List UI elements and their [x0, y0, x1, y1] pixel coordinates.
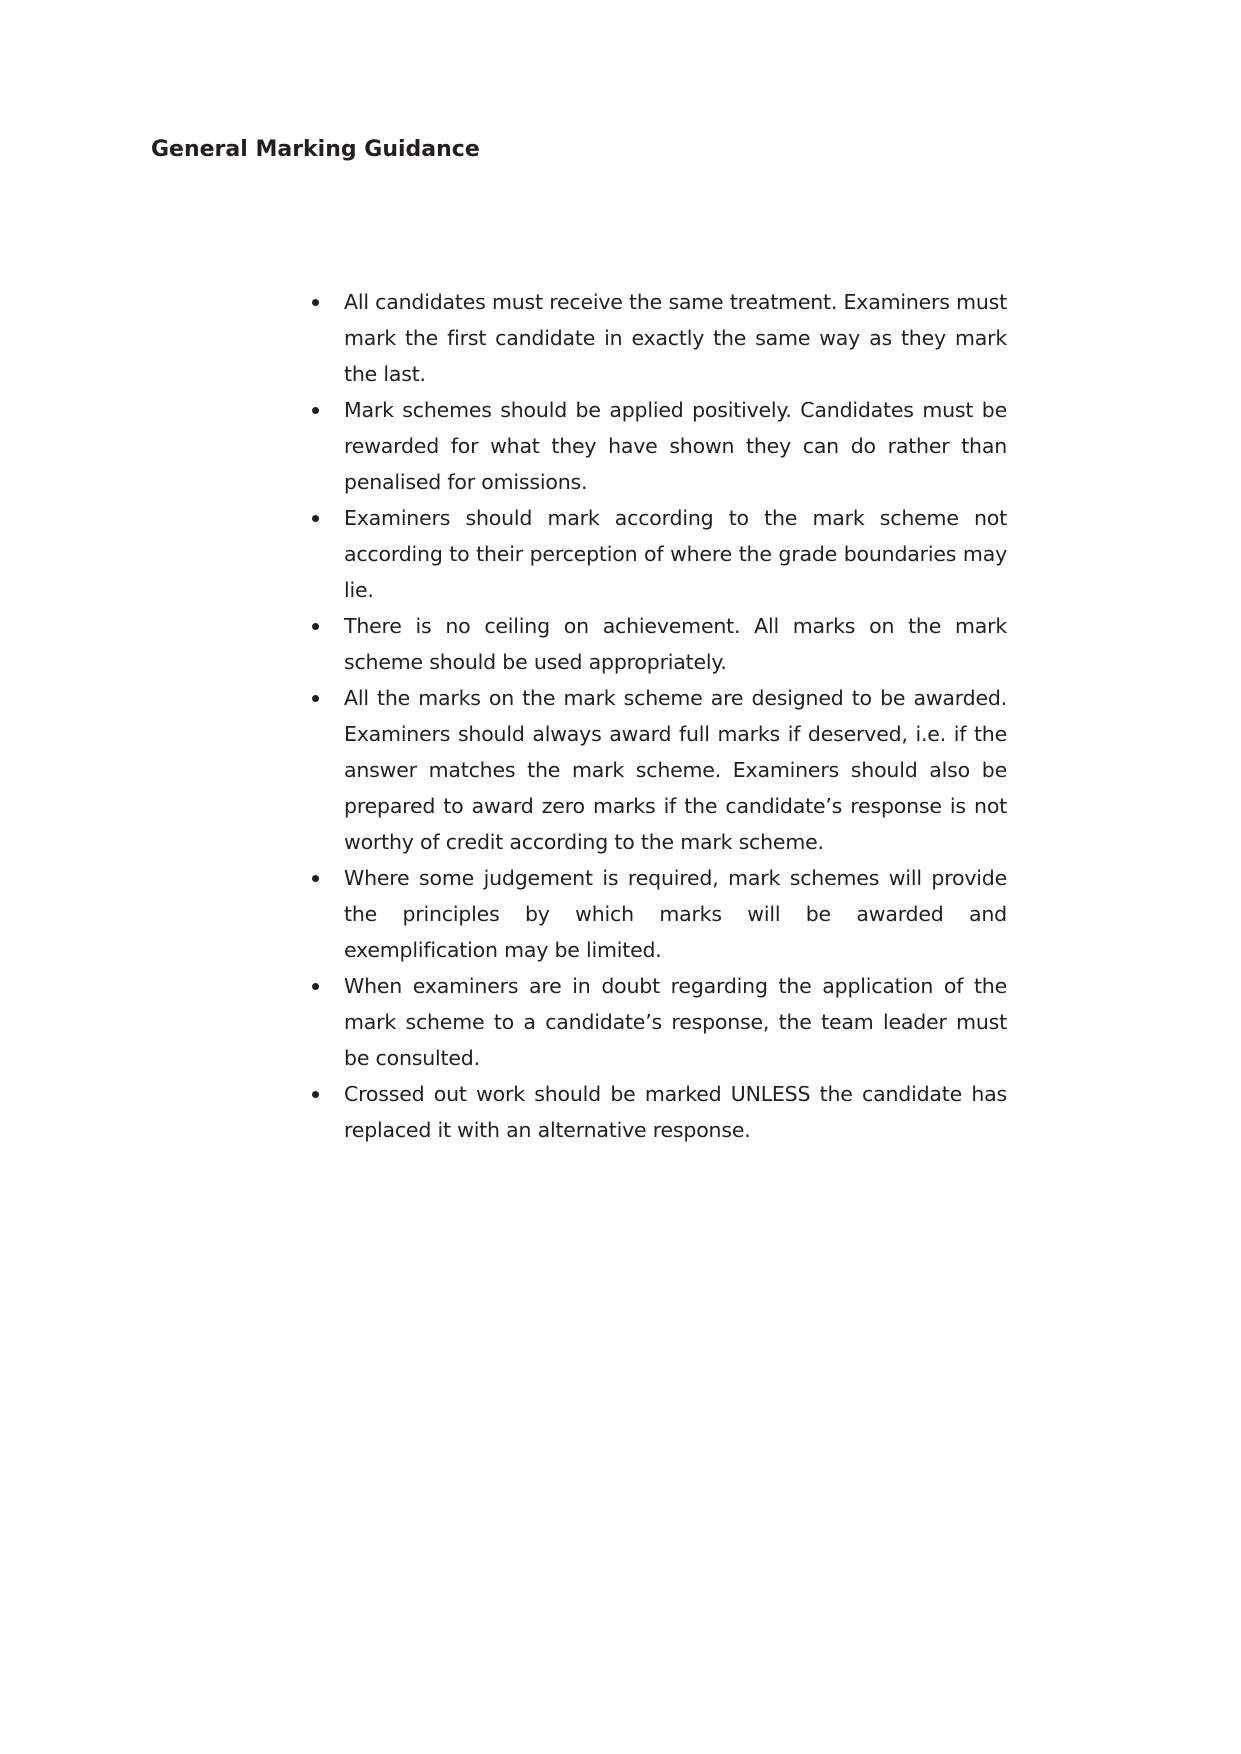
- bullet-icon: [312, 983, 319, 990]
- list-item: [344, 500, 1007, 608]
- list-item: [344, 284, 1007, 392]
- list-item: [344, 860, 1007, 968]
- list-item: [344, 968, 1007, 1076]
- list-item-text: Examiners should mark according to the mark scheme not according to their perception of where the grade boundaries may lie.: [344, 506, 1007, 602]
- list-item: [344, 680, 1007, 860]
- bullet-icon: [312, 299, 319, 306]
- bullet-icon: [312, 875, 319, 882]
- list-item: [344, 1076, 1007, 1148]
- bullet-icon: [312, 623, 319, 630]
- list-item: [344, 392, 1007, 500]
- list-item-text: There is no ceiling on achievement. All marks on the mark scheme should be used appropriately.: [344, 614, 1007, 674]
- list-item-text: All the marks on the mark scheme are designed to be awarded. Examiners should always award full marks if deserved, i.e. if the answer matches the mark scheme. Examiners should also be prepared to award zero marks if the candidate’s response is not worthy of credit according to the mark scheme.: [344, 686, 1007, 854]
- bullet-icon: [312, 1091, 319, 1098]
- list-item-text: Mark schemes should be applied positively. Candidates must be rewarded for what they have shown they can do rather than penalised for omissions.: [344, 398, 1007, 494]
- list-item: [344, 608, 1007, 680]
- list-item-text: All candidates must receive the same treatment. Examiners must mark the first candidate in exactly the same way as they mark the last.: [344, 290, 1007, 386]
- list-item-text: Where some judgement is required, mark schemes will provide the principles by which marks will be awarded and exemplification may be limited.: [344, 866, 1007, 962]
- guidance-list: [344, 284, 1007, 1148]
- bullet-icon: [312, 407, 319, 414]
- list-item-text: When examiners are in doubt regarding the application of the mark scheme to a candidate’s response, the team leader must be consulted.: [344, 974, 1007, 1070]
- page-title: General Marking Guidance: [151, 137, 480, 162]
- list-item-text: Crossed out work should be marked UNLESS the candidate has replaced it with an alternative response.: [344, 1082, 1007, 1142]
- bullet-icon: [312, 515, 319, 522]
- bullet-icon: [312, 695, 319, 702]
